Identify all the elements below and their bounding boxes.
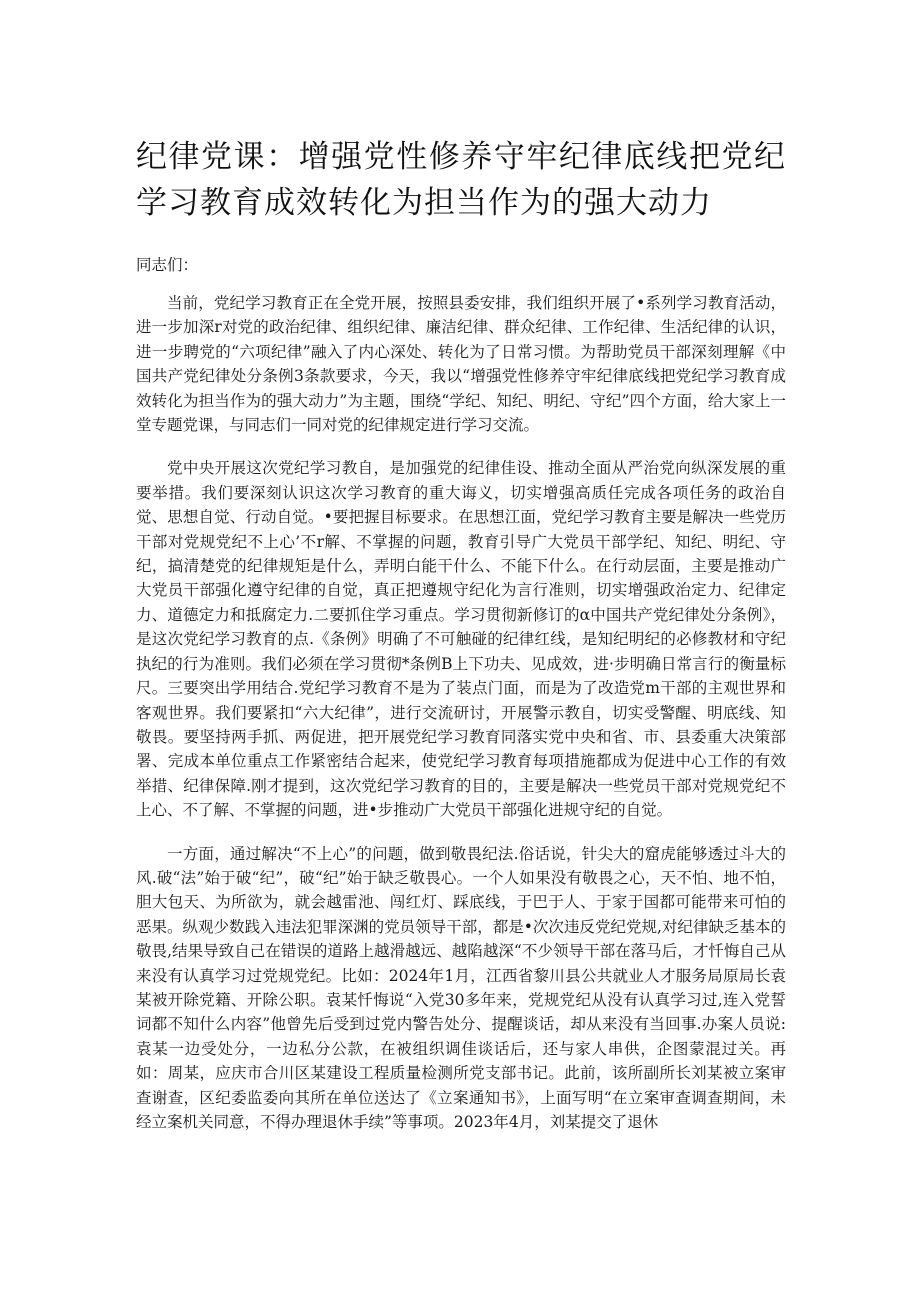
salutation: 同志们： xyxy=(136,256,199,274)
paragraph-2: 党中央开展这次党纪学习教自，是加强党的纪律佳设、推动全面从严治党向纵深发展的重要举措。我们要深刻认识这次学习教育的重大诲义，切实增强高质任完成各项任务的政治自觉、思想自觉、行动自觉。•要把握目标要求。在思想江面，党纪学习教育主要是解决一些党历干部对党规党纪不上心’不r解、不掌握的问题，教育引导广大党员干部学纪、知纪、明纪、守纪，搞清楚党的纪律规矩是什么，弄明白能干什么、不能下什么。在行动层面，主要是推动广大党员干部强化遵守纪律的自觉，真正把遵规守纪化为言行准则，切实增强政治定力、纪律定力、道德定力和抵腐定力.二要抓住学习重点。学习贯彻新修订的α中国共产党纪律处分条例》，是这次党纪学习教育的点.《条例》明确了不可触碰的纪律红线，是知纪明纪的必修教材和守纪执纪的行为准则。我们必须在学习贯彻*条例B上下功夫、见成效，进·步明确日常言行的衡量标尺。三要突出学用结合.党纪学习教育不是为了装点门面，而是为了改造党m干部的主观世界和客观世界。我们要紧扣“六大纪律”，进行交流研讨，开展警示教自，切实受警醒、明底线、知敬畏。要坚持两手抓、两促进，把开展党纪学习教育同落实党中央和省、市、县委重大决策部署、完成本单位重点工作紧密结合起来，使党纪学习教育每项措施都成为促进中心工作的有效举措、纪律保障.刚才提到，这次党纪学习教育的目的，主要是解决一些党员干部对党规党纪不上心、不了解、不掌握的问题，进•步推动广大党员干部强化进规守纪的自觉。 xyxy=(136,459,786,820)
paragraph-3: 一方面，通过解决“不上心”的问题，做到敬畏纪法.俗话说，针尖大的窟虎能够透过斗大的风.破“法”始于破“纪”，破“纪”始于缺乏敬畏心。一个人如果没有敬畏之心，天不怕、地不怕，胆大包天、为所欲为，就会越雷池、闯红灯、踩底线，于巴于人、于家于国都可能带来可怕的恶果。纵观少数践入违法犯罪深渊的党员领导干部，都是•次次违反党纪党规,对纪律缺乏基本的敬畏,结果导致自己在错误的道路上越滑越远、越陷越深“不少领导干部在落马后，才忏悔自己从来没有认真学习过党规党纪。比如：2024年1月，江西省黎川县公共就业人才服务局原局长袁某被开除党籍、开除公职。袁某忏悔说“入党30多年来，党规党纪从没有认真学习过,连入党誓词都不知什么内容”他曾先后受到过党内警告处分、提醒谈话，却从来没有当回事.办案人员说:袁某一边受处分，一边私分公款，在被组织调佳谈话后，还与家人串供，企图蒙混过关。再如：周某，应庆市合川区某建设工程质量检测所党支部书记。此前，该所副所长刘某被立案审查谢查，区纪委监委向其所在单位送达了《立案通知书》，上面写明“在立案审查调查期间，未经立案机关同意，不得办理退休手续”等事项。2023年4月，刘某提交了退休 xyxy=(136,844,786,1131)
document-title: 纪律党课：增强党性修养守牢纪律底线把党纪学习教育成效转化为担当作为的强大动力 xyxy=(136,139,786,221)
paragraph-1: 当前，党纪学习教育正在全党开展，按照县委安排，我们组织开展了•系列学习教育活动，进一步加深r对党的政治纪律、组织纪律、廉洁纪律、群众纪律、工作纪律、生活纪律的认识，进一步聘党的“六项纪律”融入了内心深处、转化为了日常习惯。为帮助党员干部深刻理解《中国共产党纪律处分条例3条款要求，今天，我以“增强党性修养守牢纪律底线把党纪学习教育成效转化为担当作为的强大动力”为主题，围绕“学纪、知纪、明纪、守纪”四个方面，给大家上一堂专题党课，与同志们一同对党的纪律规定进行学习交流。 xyxy=(136,294,786,435)
document-page xyxy=(136,134,786,1134)
